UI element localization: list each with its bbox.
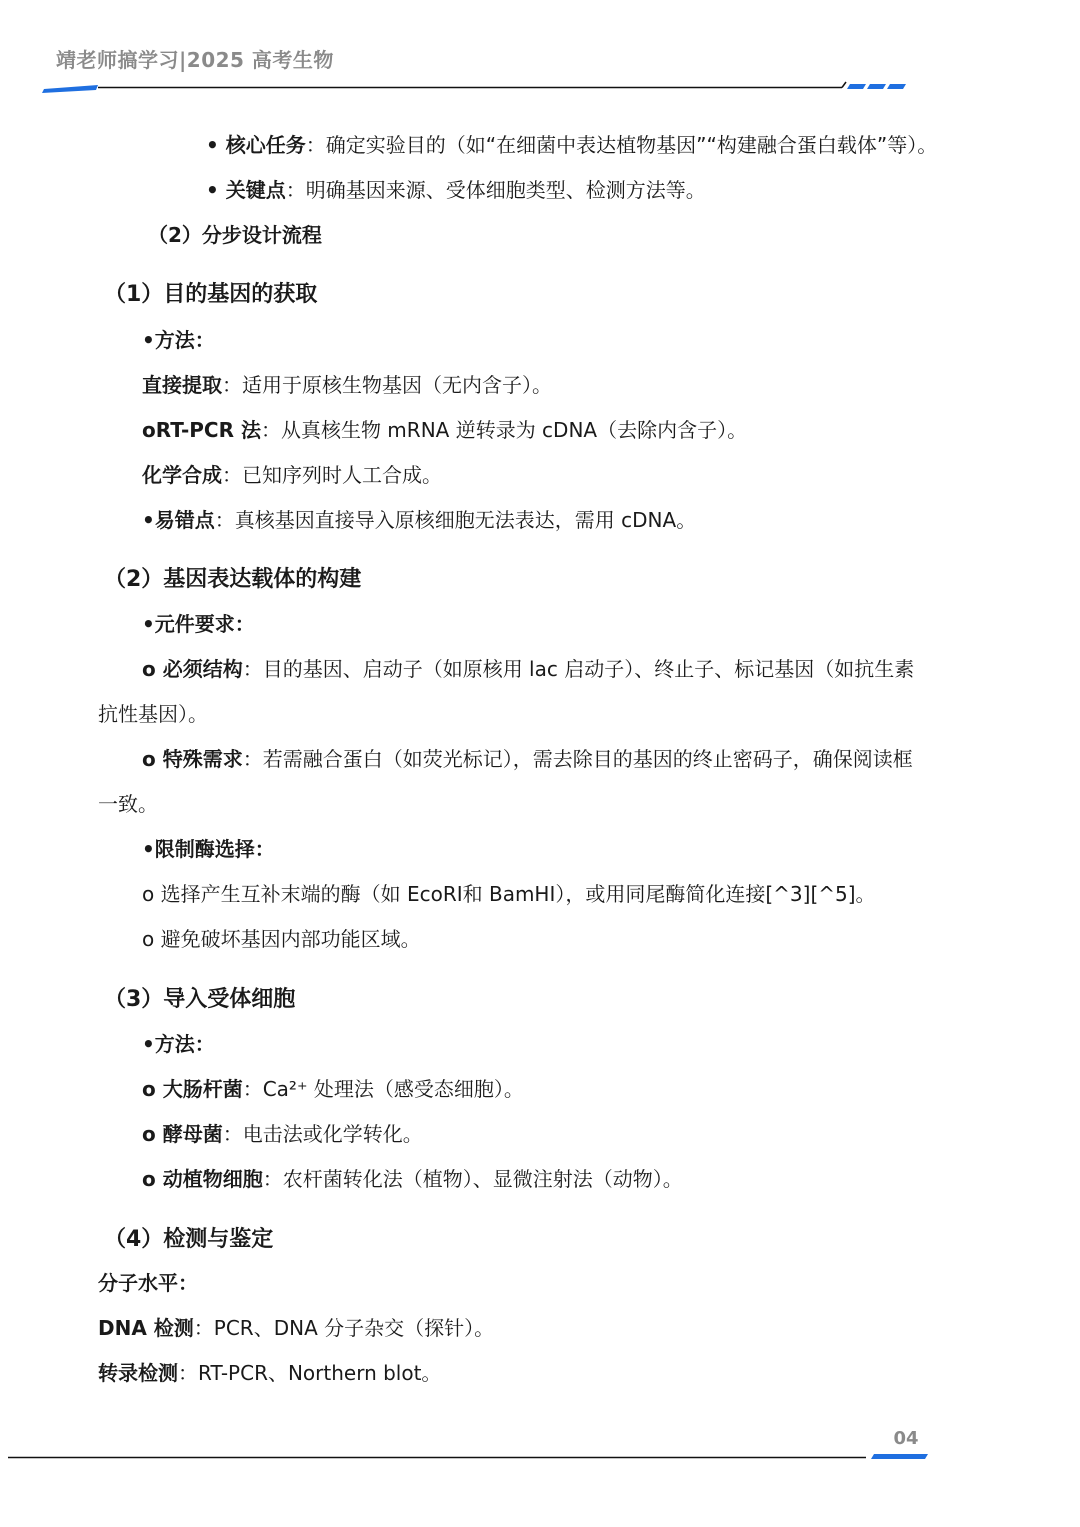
section-2-item: o 避免破坏基因内部功能区域。 — [142, 927, 421, 951]
section-3-method: •方法： — [142, 1032, 215, 1056]
step-design-heading: （2）分步设计流程 — [148, 223, 322, 247]
section-2-item: o 必须结构：目的基因、启动子（如原核用 lac 启动子）、终止子、标记基因（如抗生素 — [142, 657, 915, 681]
section-2-item: o 特殊需求：若需融合蛋白（如荧光标记），需去除目的基因的终止密码子，确保阅读框 — [142, 747, 913, 771]
section-2-requirements: •元件要求： — [142, 612, 255, 636]
section-1-pitfall: •易错点：真核基因直接导入原核细胞无法表达，需用 cDNA。 — [142, 508, 697, 532]
section-3-item: o 动植物细胞：农杆菌转化法（植物）、显微注射法（动物）。 — [142, 1167, 683, 1191]
section-2-item-cont: 抗性基因）。 — [98, 702, 208, 726]
key-point-line: • 关键点：明确基因来源、受体细胞类型、检测方法等。 — [206, 178, 706, 202]
section-3-heading: （3）导入受体细胞 — [104, 987, 296, 1012]
section-2-heading: （2）基因表达载体的构建 — [104, 567, 362, 592]
section-3-item: o 大肠杆菌：Ca²⁺ 处理法（感受态细胞）。 — [142, 1077, 524, 1101]
section-2-item: o 选择产生互补末端的酶（如 EcoRI和 BamHI），或用同尾酶简化连接[^3][^5]。 — [142, 882, 876, 906]
core-task-line: • 核心任务：确定实验目的（如“在细菌中表达植物基因”“构建融合蛋白载体”等）。 — [206, 133, 938, 157]
section-2-enzyme-heading: •限制酶选择： — [142, 837, 275, 861]
header-title: 靖老师搞学习|2025 高考生物 — [56, 48, 334, 72]
section-4-item: DNA 检测：PCR、DNA 分子杂交（探针）。 — [98, 1316, 495, 1340]
section-4-level: 分子水平： — [98, 1271, 198, 1295]
section-1-item: 化学合成：已知序列时人工合成。 — [142, 463, 442, 487]
section-1-heading: （1）目的基因的获取 — [104, 282, 318, 307]
section-1-method: •方法： — [142, 328, 215, 352]
section-1-item: 直接提取：适用于原核生物基因（无内含子）。 — [142, 373, 552, 397]
section-4-item: 转录检测：RT-PCR、Northern blot。 — [98, 1361, 442, 1385]
section-3-item: o 酵母菌：电击法或化学转化。 — [142, 1122, 423, 1146]
section-1-item: oRT-PCR 法：从真核生物 mRNA 逆转录为 cDNA（去除内含子）。 — [142, 418, 748, 442]
page-number: 04 — [893, 1428, 919, 1449]
section-4-heading: （4）检测与鉴定 — [104, 1227, 274, 1252]
footer-rule — [0, 1440, 1080, 1470]
section-2-item-cont: 一致。 — [98, 792, 158, 816]
header-rule — [0, 72, 1080, 102]
